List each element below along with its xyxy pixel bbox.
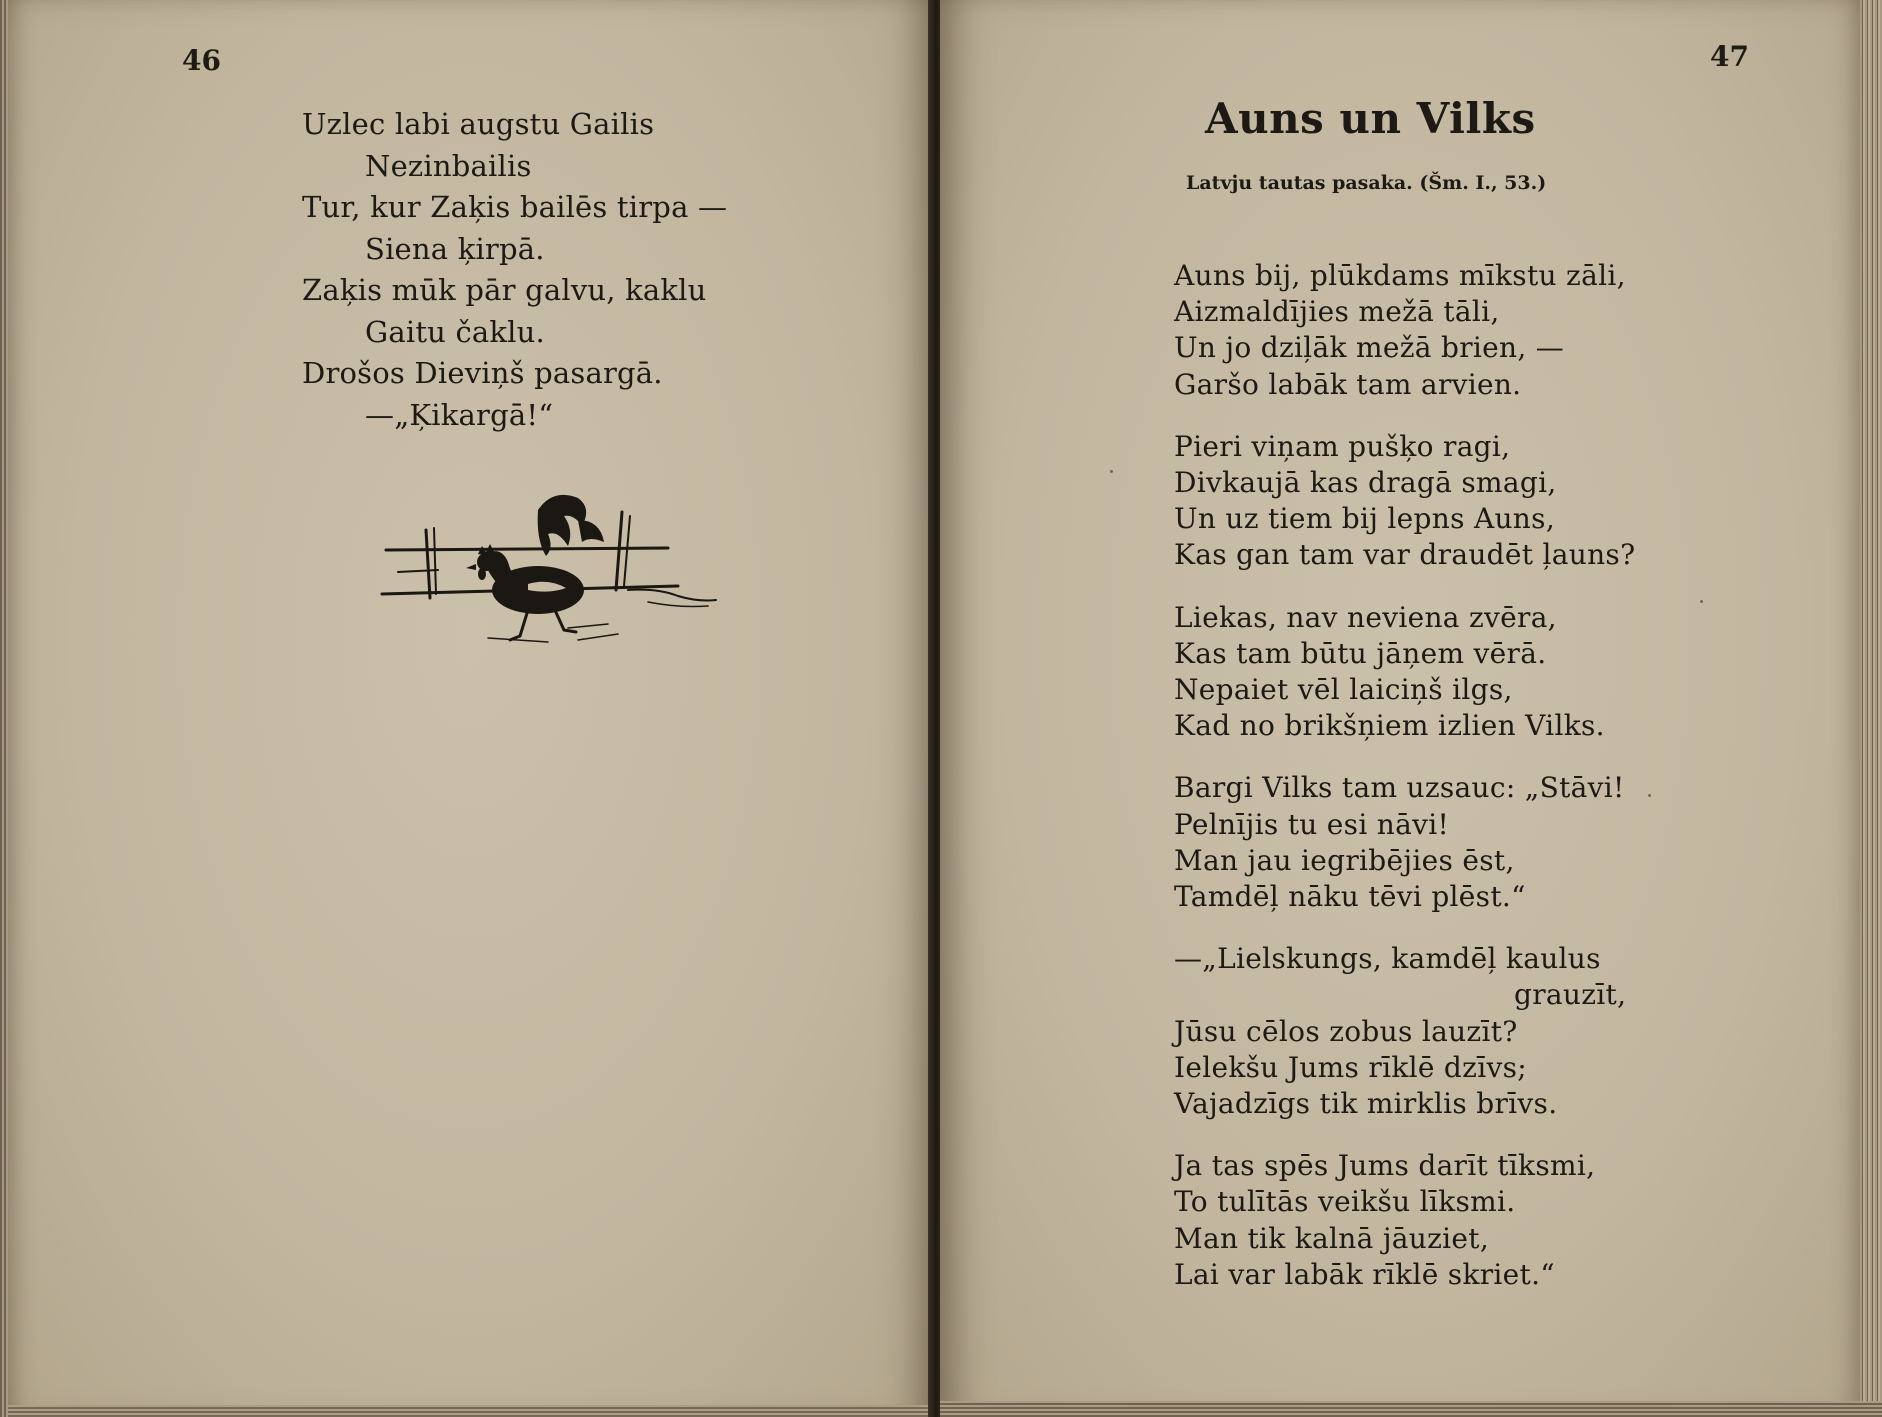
- stanza: [1174, 600, 1635, 745]
- poem-line: Lai var labāk rīklē skriet.“: [1174, 1257, 1555, 1291]
- paper-speck: [1110, 470, 1113, 473]
- poem-line: Gaitu čaklu.: [365, 314, 545, 349]
- poem-line: Man jau iegribējies ēst,: [1174, 843, 1515, 877]
- stanza: [1174, 770, 1635, 915]
- poem-line: Drošos Dieviņš pasargā.: [302, 356, 663, 390]
- poem-left: [302, 104, 727, 436]
- poem-line: Ielekšu Jums rīklē dzīvs;: [1174, 1050, 1527, 1084]
- poem-line: Kas gan tam var draudēt ļauns?: [1174, 538, 1636, 572]
- stanza: [1174, 258, 1635, 403]
- poem-line: Uzlec labi augstu Gailis: [302, 107, 655, 141]
- right-page-edges: [1860, 0, 1882, 1417]
- poem-line: Bargi Vilks tam uzsauc: „Stāvi!: [1174, 771, 1625, 805]
- paper-speck: [1648, 794, 1651, 797]
- poem-line: Zaķis mūk pār galvu, kaklu: [302, 273, 707, 307]
- poem-right: [1174, 258, 1635, 1319]
- poem-line: Pieri viņam pušķo ragi,: [1174, 429, 1511, 463]
- poem-subtitle: Latvju tautas pasaka. (Šm. I., 53.): [1186, 172, 1547, 194]
- page-number-right: 47: [1710, 40, 1749, 73]
- poem-line: Siena ķirpā.: [365, 231, 545, 266]
- poem-line: Un uz tiem bij lepns Auns,: [1174, 502, 1556, 536]
- poem-line: Kas tam būtu jāņem vērā.: [1174, 636, 1547, 670]
- poem-line: Pelnījis tu esi nāvi!: [1174, 807, 1450, 841]
- stanza: [1174, 429, 1635, 574]
- poem-line: Vajadzīgs tik mirklis brīvs.: [1174, 1087, 1558, 1121]
- poem-line: Aizmaldījies mežā tāli,: [1174, 295, 1500, 329]
- rooster-illustration: [378, 490, 723, 650]
- poem-line: Nezinbailis: [365, 148, 532, 183]
- poem-line: Jūsu cēlos zobus lauzīt?: [1174, 1014, 1518, 1048]
- poem-line: Liekas, nav neviena zvēra,: [1174, 600, 1557, 634]
- poem-title: Auns un Vilks: [1205, 94, 1536, 143]
- left-page-bottom-edge: [8, 1405, 933, 1417]
- poem-line: Divkaujā kas dragā smagi,: [1174, 466, 1557, 500]
- poem-line: Garšo labāk tam arvien.: [1174, 367, 1522, 401]
- poem-line: To tulītās veikšu līksmi.: [1174, 1185, 1516, 1219]
- poem-line: Tamdēļ nāku tēvi plēst.“: [1174, 880, 1526, 914]
- poem-line: —„Ķikargā!“: [365, 397, 554, 432]
- poem-line: Auns bij, plūkdams mīkstu zāli,: [1174, 259, 1626, 292]
- poem-line: Kad no brikšņiem izlien Vilks.: [1174, 709, 1605, 743]
- poem-line: Tur, kur Zaķis bailēs tirpa —: [302, 190, 728, 224]
- poem-line: Nepaiet vēl laiciņš ilgs,: [1174, 673, 1513, 707]
- paper-speck: [1700, 600, 1703, 603]
- poem-line: —„Lielskungs, kamdēļ kaulus: [1174, 942, 1601, 976]
- stanza: [1174, 1148, 1635, 1293]
- poem-line: Un jo dziļāk mežā brien, —: [1174, 331, 1565, 365]
- right-page-bottom-edge: [940, 1401, 1882, 1417]
- poem-line: Ja tas spēs Jums darīt tīksmi,: [1174, 1149, 1596, 1183]
- poem-line-continuation: grauzīt,: [1514, 978, 1627, 1012]
- poem-line: Man tik kalnā jāuziet,: [1174, 1221, 1490, 1255]
- page-number-left: 46: [182, 44, 221, 77]
- stanza: [1174, 941, 1635, 1122]
